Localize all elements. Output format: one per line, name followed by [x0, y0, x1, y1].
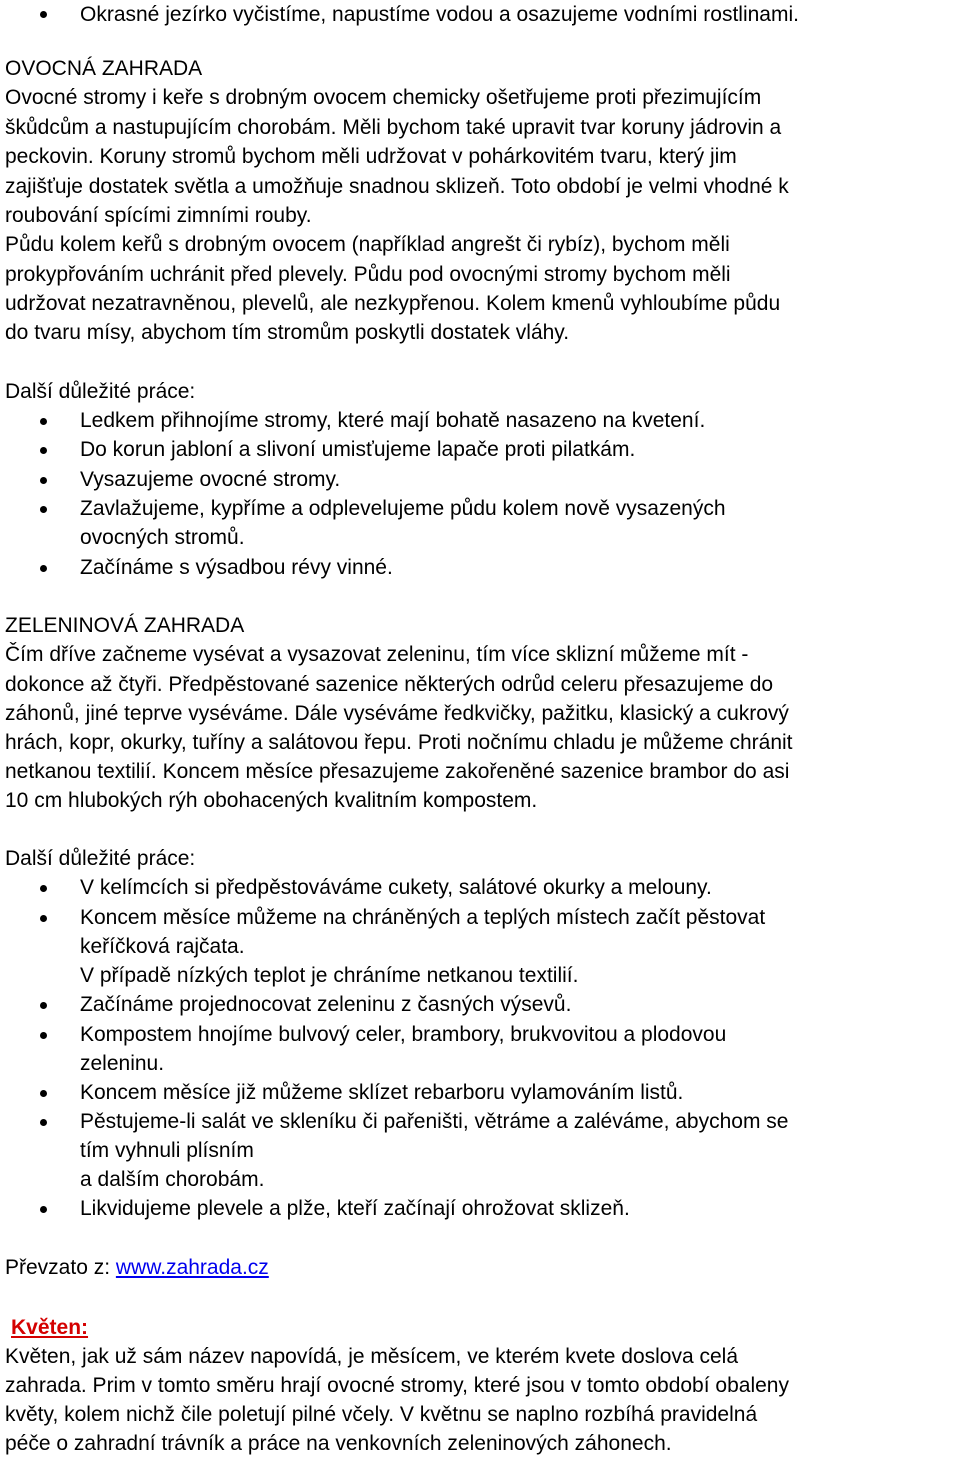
vegetable-task-continued: keříčková rajčata.: [80, 935, 245, 958]
orchard-line: Ovocné stromy i keře s drobným ovocem chemicky ošetřujeme proti přezimujícím: [5, 86, 762, 109]
may-line: péče o zahradní trávník a práce na venkovních zeleninových záhonech.: [5, 1432, 672, 1455]
orchard-line: zajišťuje dostatek světla a umožňuje snadnou sklizeň. Toto období je velmi vhodné k: [5, 175, 789, 198]
vegetable-line: netkanou textilií. Koncem měsíce přesazujeme zakořeněné sazenice brambor do asi: [5, 760, 790, 783]
may-line: květy, kolem nichž čile poletují pilné včely. V květnu se naplno rozbíhá pravidelná: [5, 1403, 758, 1426]
may-line: Květen, jak už sám název napovídá, je měsícem, ve kterém kvete doslova celá: [5, 1345, 739, 1368]
bullet-dot: [40, 1119, 47, 1126]
orchard-line: peckovin. Koruny stromů bychom měli udržovat v pohárkovitém tvaru, který jim: [5, 145, 737, 168]
orchard-line: prokypřováním uchránit před plevely. Půdu pod ovocnými stromy bychom měli: [5, 263, 731, 286]
bullet-dot: [40, 477, 47, 484]
vegetable-task: V kelímcích si předpěstováváme cukety, salátové okurky a melouny.: [80, 876, 712, 899]
vegetable-task: Začínáme projednocovat zeleninu z časných výsevů.: [80, 993, 572, 1016]
intro-bullet-text: Okrasné jezírko vyčistíme, napustíme vodou a osazujeme vodními rostlinami.: [80, 3, 799, 26]
orchard-line: udržovat nezatravněnou, plevelů, ale nezkypřenou. Kolem kmenů vyhloubíme půdu: [5, 292, 781, 315]
vegetable-task: Pěstujeme-li salát ve skleníku či pařeništi, větráme a zaléváme, abychom se: [80, 1110, 789, 1133]
source-label: Převzato z:: [5, 1256, 116, 1279]
may-line: zahrada. Prim v tomto směru hrají ovocné stromy, které jsou v tomto období obaleny: [5, 1374, 789, 1397]
vegetable-task: Koncem měsíce můžeme na chráněných a teplých místech začít pěstovat: [80, 906, 766, 929]
orchard-task: Zavlažujeme, kypříme a odplevelujeme půdu kolem nově vysazených: [80, 497, 726, 520]
bullet-dot: [40, 565, 47, 572]
vegetable-task-continued: tím vyhnuli plísním: [80, 1139, 254, 1162]
bullet-dot: [40, 1032, 47, 1039]
vegetable-tasks-heading: Další důležité práce:: [5, 847, 196, 870]
orchard-line: Půdu kolem keřů s drobným ovocem (například angrešt či rybíz), bychom měli: [5, 233, 730, 256]
orchard-task-continued: ovocných stromů.: [80, 526, 245, 549]
orchard-line: roubování spícími zimními rouby.: [5, 204, 312, 227]
orchard-tasks-heading: Další důležité práce:: [5, 380, 196, 403]
bullet-dot: [40, 506, 47, 513]
may-title-row: [11, 1313, 88, 1342]
orchard-task: Vysazujeme ovocné stromy.: [80, 468, 341, 491]
vegetable-line: dokonce až čtyři. Předpěstované sazenice některých odrůd celeru přesazujeme do: [5, 673, 774, 696]
vegetable-task: Kompostem hnojíme bulvový celer, brambory, brukvovitou a plodovou: [80, 1023, 727, 1046]
vegetable-title: ZELENINOVÁ ZAHRADA: [5, 614, 245, 637]
vegetable-line: Čím dříve začneme vysévat a vysazovat zeleninu, tím více sklizní můžeme mít -: [5, 643, 749, 666]
orchard-task: Začínáme s výsadbou révy vinné.: [80, 556, 393, 579]
vegetable-task-continued: V případě nízkých teplot je chráníme netkanou textilií.: [80, 964, 579, 987]
vegetable-task: Koncem měsíce již můžeme sklízet rebarboru vylamováním listů.: [80, 1081, 684, 1104]
may-title: Květen:: [11, 1316, 89, 1339]
vegetable-line: 10 cm hlubokých rýh obohacených kvalitním kompostem.: [5, 789, 538, 812]
vegetable-line: hrách, kopr, okurky, tuříny a salátovou řepu. Proti nočnímu chladu je můžeme chránit: [5, 731, 793, 754]
bullet-dot: [40, 1206, 47, 1213]
vegetable-task: Likvidujeme plevele a plže, kteří začínají ohrožovat sklizeň.: [80, 1197, 630, 1220]
bullet-dot: [40, 885, 47, 892]
bullet-dot: [40, 1002, 47, 1009]
bullet-dot: [40, 418, 47, 425]
vegetable-line: záhonů, jiné teprve vyséváme. Dále vyséváme ředkvičky, pažitku, klasický a cukrový: [5, 702, 789, 725]
orchard-line: škůdcům a nastupujícím chorobám. Měli bychom také upravit tvar koruny jádrovin a: [5, 116, 782, 139]
bullet-dot: [40, 11, 47, 18]
bullet-dot: [40, 915, 47, 922]
orchard-task: Do korun jabloní a slivoní umisťujeme lapače proti pilatkám.: [80, 438, 636, 461]
bullet-dot: [40, 447, 47, 454]
orchard-task: Ledkem přihnojíme stromy, které mají bohatě nasazeno na kvetení.: [80, 409, 706, 432]
source-line: [5, 1253, 269, 1282]
bullet-dot: [40, 1090, 47, 1097]
source-link[interactable]: www.zahrada.cz: [115, 1256, 269, 1279]
orchard-line: do tvaru mísy, abychom tím stromům poskytli dostatek vláhy.: [5, 321, 570, 344]
orchard-title: OVOCNÁ ZAHRADA: [5, 57, 203, 80]
vegetable-task-continued: zeleninu.: [80, 1052, 165, 1075]
vegetable-task-continued: a dalším chorobám.: [80, 1168, 265, 1191]
